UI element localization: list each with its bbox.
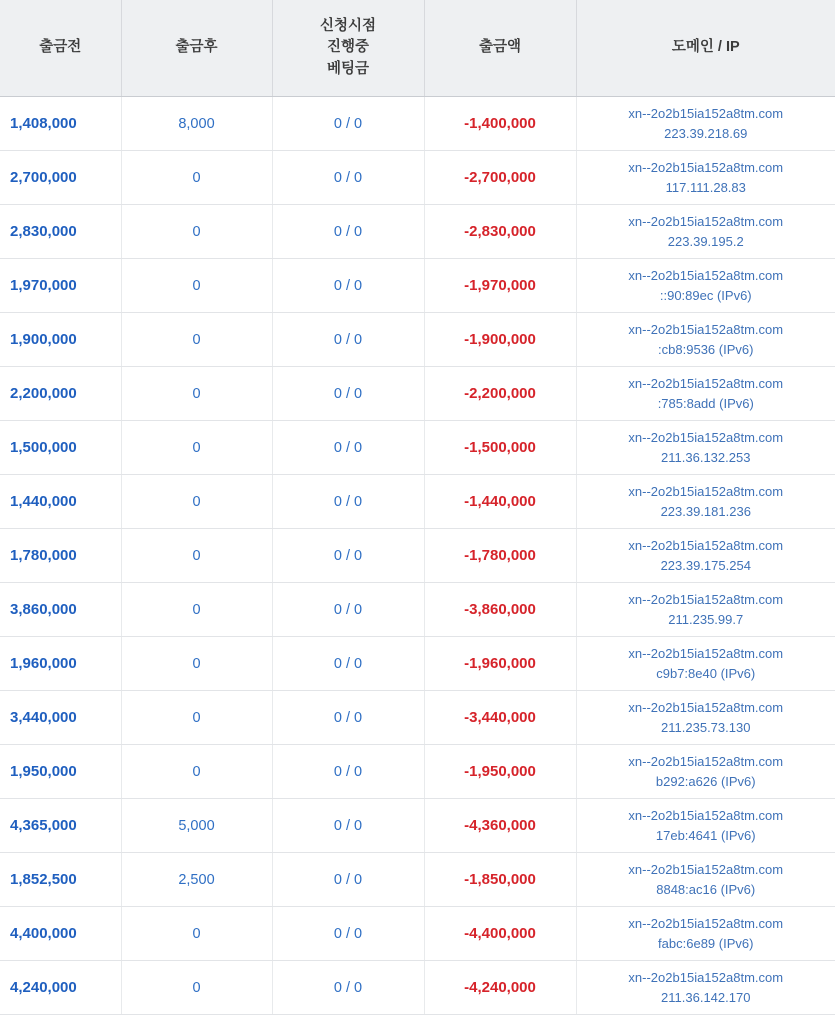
table-row[interactable] [0,691,835,745]
domain-text: xn--2o2b15ia152a8tm.com [628,970,784,985]
cell-after-amount: 0 [121,367,272,421]
cell-pending-betting: 0 / 0 [272,313,424,367]
cell-before-amount: 1,408,000 [0,97,121,151]
cell-before-amount: 1,970,000 [0,259,121,313]
cell-domain-ip [576,367,835,421]
table-body [0,97,835,1015]
table-row[interactable] [0,529,835,583]
column-header-after-amount[interactable] [121,0,272,97]
cell-domain-ip [576,907,835,961]
cell-before-amount: 1,780,000 [0,529,121,583]
cell-withdraw-amount: -2,830,000 [424,205,576,259]
cell-pending-betting: 0 / 0 [272,799,424,853]
cell-withdraw-amount: -2,700,000 [424,151,576,205]
cell-after-amount: 0 [121,475,272,529]
column-header-line: 출금액 [478,39,522,56]
cell-after-amount: 0 [121,313,272,367]
cell-withdraw-amount: -4,400,000 [424,907,576,961]
column-header-before-amount[interactable] [0,0,121,97]
table-row[interactable] [0,97,835,151]
cell-domain-ip [576,637,835,691]
ip-text: 211.36.132.253 [661,449,751,465]
table-row[interactable] [0,745,835,799]
cell-pending-betting: 0 / 0 [272,745,424,799]
cell-domain-ip [576,799,835,853]
cell-before-amount: 1,852,500 [0,853,121,907]
cell-before-amount: 1,900,000 [0,313,121,367]
domain-text: xn--2o2b15ia152a8tm.com [628,754,784,769]
domain-text: xn--2o2b15ia152a8tm.com [628,214,784,229]
cell-domain-ip [576,583,835,637]
cell-domain-ip [576,691,835,745]
cell-domain-ip [576,259,835,313]
ip-text: :cb8:9536 (IPv6) [658,341,754,357]
domain-text: xn--2o2b15ia152a8tm.com [628,538,784,553]
cell-after-amount: 0 [121,691,272,745]
domain-text: xn--2o2b15ia152a8tm.com [628,268,784,283]
ip-text: 211.235.73.130 [661,719,751,735]
cell-before-amount: 1,500,000 [0,421,121,475]
ip-text: 211.235.99.7 [668,611,744,627]
cell-before-amount: 1,950,000 [0,745,121,799]
cell-pending-betting: 0 / 0 [272,151,424,205]
cell-domain-ip [576,745,835,799]
cell-before-amount: 4,240,000 [0,961,121,1015]
cell-withdraw-amount: -1,400,000 [424,97,576,151]
table-header [0,0,835,97]
cell-after-amount: 0 [121,151,272,205]
cell-domain-ip [576,961,835,1015]
table-row[interactable] [0,421,835,475]
ip-text: c9b7:8e40 (IPv6) [656,665,756,681]
cell-pending-betting: 0 / 0 [272,97,424,151]
cell-withdraw-amount: -1,900,000 [424,313,576,367]
ip-text: 211.36.142.170 [661,989,751,1005]
column-header-line: 도메인 / IP [671,39,740,56]
cell-domain-ip [576,97,835,151]
cell-withdraw-amount: -3,440,000 [424,691,576,745]
ip-text: 8848:ac16 (IPv6) [656,881,756,897]
cell-pending-betting: 0 / 0 [272,475,424,529]
domain-text: xn--2o2b15ia152a8tm.com [628,700,784,715]
domain-text: xn--2o2b15ia152a8tm.com [628,808,784,823]
table-row[interactable] [0,637,835,691]
cell-before-amount: 1,440,000 [0,475,121,529]
column-header-line: 베팅금 [326,60,370,77]
ip-text: 223.39.181.236 [660,503,751,519]
table-row[interactable] [0,259,835,313]
cell-withdraw-amount: -1,440,000 [424,475,576,529]
ip-text: 17eb:4641 (IPv6) [655,827,756,843]
cell-domain-ip [576,151,835,205]
cell-withdraw-amount: -1,500,000 [424,421,576,475]
cell-after-amount: 0 [121,907,272,961]
cell-after-amount: 0 [121,637,272,691]
domain-text: xn--2o2b15ia152a8tm.com [628,430,784,445]
ip-text: 223.39.175.254 [660,557,751,573]
table-row[interactable] [0,907,835,961]
ip-text: fabc:6e89 (IPv6) [658,935,754,951]
domain-text: xn--2o2b15ia152a8tm.com [628,160,784,175]
ip-text: :785:8add (IPv6) [657,395,754,411]
cell-after-amount: 0 [121,421,272,475]
cell-pending-betting: 0 / 0 [272,421,424,475]
cell-before-amount: 1,960,000 [0,637,121,691]
table-row[interactable] [0,853,835,907]
cell-after-amount: 0 [121,583,272,637]
domain-text: xn--2o2b15ia152a8tm.com [628,646,784,661]
column-header-line: 출금후 [175,39,218,56]
cell-withdraw-amount: -1,850,000 [424,853,576,907]
cell-withdraw-amount: -2,200,000 [424,367,576,421]
cell-before-amount: 2,200,000 [0,367,121,421]
cell-domain-ip [576,421,835,475]
table-row[interactable] [0,313,835,367]
cell-withdraw-amount: -4,240,000 [424,961,576,1015]
cell-domain-ip [576,529,835,583]
domain-text: xn--2o2b15ia152a8tm.com [628,592,784,607]
cell-after-amount: 0 [121,961,272,1015]
cell-withdraw-amount: -1,780,000 [424,529,576,583]
cell-after-amount: 0 [121,259,272,313]
cell-before-amount: 4,365,000 [0,799,121,853]
cell-pending-betting: 0 / 0 [272,853,424,907]
cell-withdraw-amount: -4,360,000 [424,799,576,853]
domain-text: xn--2o2b15ia152a8tm.com [628,484,784,499]
table-header-row [0,0,835,97]
cell-pending-betting: 0 / 0 [272,637,424,691]
cell-after-amount: 0 [121,529,272,583]
cell-pending-betting: 0 / 0 [272,907,424,961]
cell-after-amount: 0 [121,745,272,799]
cell-before-amount: 2,830,000 [0,205,121,259]
table-row[interactable] [0,583,835,637]
cell-pending-betting: 0 / 0 [272,205,424,259]
table-row[interactable] [0,475,835,529]
cell-withdraw-amount: -1,950,000 [424,745,576,799]
table-row[interactable] [0,151,835,205]
column-header-domain-ip[interactable] [576,0,835,97]
cell-domain-ip [576,313,835,367]
cell-withdraw-amount: -1,960,000 [424,637,576,691]
ip-text: b292:a626 (IPv6) [655,773,756,789]
domain-text: xn--2o2b15ia152a8tm.com [628,322,784,337]
ip-text: ::90:89ec (IPv6) [659,287,752,303]
domain-text: xn--2o2b15ia152a8tm.com [628,106,784,121]
ip-text: 117.111.28.83 [665,179,746,195]
cell-before-amount: 4,400,000 [0,907,121,961]
domain-text: xn--2o2b15ia152a8tm.com [628,916,784,931]
cell-before-amount: 3,860,000 [0,583,121,637]
cell-pending-betting: 0 / 0 [272,583,424,637]
column-header-line: 출금전 [39,39,82,56]
cell-pending-betting: 0 / 0 [272,367,424,421]
table-row[interactable] [0,367,835,421]
column-header-pending-betting[interactable] [272,0,424,97]
cell-pending-betting: 0 / 0 [272,961,424,1015]
cell-pending-betting: 0 / 0 [272,529,424,583]
cell-pending-betting: 0 / 0 [272,691,424,745]
ip-text: 223.39.195.2 [667,233,744,249]
domain-text: xn--2o2b15ia152a8tm.com [628,376,784,391]
cell-domain-ip [576,475,835,529]
cell-after-amount: 0 [121,205,272,259]
cell-after-amount: 5,000 [121,799,272,853]
column-header-line: 신청시점 [319,18,377,35]
cell-before-amount: 3,440,000 [0,691,121,745]
cell-domain-ip [576,205,835,259]
cell-before-amount: 2,700,000 [0,151,121,205]
domain-text: xn--2o2b15ia152a8tm.com [628,862,784,877]
cell-withdraw-amount: -3,860,000 [424,583,576,637]
column-header-withdraw-amount[interactable] [424,0,576,97]
table-row[interactable] [0,799,835,853]
table-row[interactable] [0,205,835,259]
cell-after-amount: 8,000 [121,97,272,151]
table-row[interactable] [0,961,835,1015]
cell-withdraw-amount: -1,970,000 [424,259,576,313]
cell-after-amount: 2,500 [121,853,272,907]
cell-pending-betting: 0 / 0 [272,259,424,313]
ip-text: 223.39.218.69 [664,125,748,141]
column-header-line: 진행중 [326,39,370,56]
cell-domain-ip [576,853,835,907]
